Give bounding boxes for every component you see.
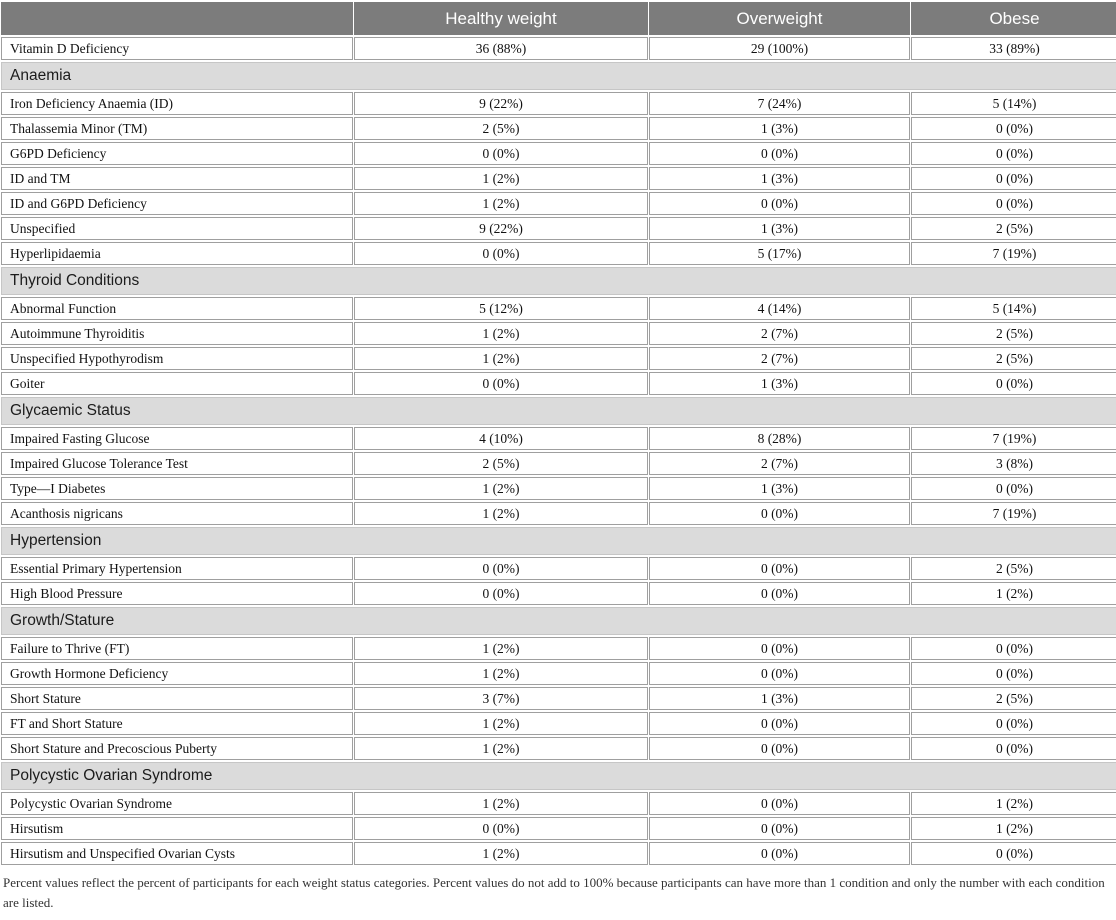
- value-cell: 2 (5%): [354, 452, 648, 475]
- condition-label: Hirsutism and Unspecified Ovarian Cysts: [1, 842, 353, 865]
- table-row: [1, 242, 1116, 265]
- value-cell: 0 (0%): [649, 662, 910, 685]
- table-row: [1, 92, 1116, 115]
- section-row: [1, 607, 1116, 635]
- value-cell: 0 (0%): [911, 737, 1116, 760]
- value-cell: 0 (0%): [354, 582, 648, 605]
- value-cell: 2 (5%): [911, 557, 1116, 580]
- value-cell: 0 (0%): [911, 372, 1116, 395]
- table-row: [1, 322, 1116, 345]
- condition-label: ID and G6PD Deficiency: [1, 192, 353, 215]
- section-label: Hypertension: [1, 527, 1116, 555]
- condition-label: ID and TM: [1, 167, 353, 190]
- table-row: [1, 192, 1116, 215]
- value-cell: 0 (0%): [649, 582, 910, 605]
- value-cell: 2 (5%): [354, 117, 648, 140]
- value-cell: 5 (14%): [911, 92, 1116, 115]
- value-cell: 2 (5%): [911, 217, 1116, 240]
- value-cell: 0 (0%): [649, 737, 910, 760]
- value-cell: 1 (2%): [354, 322, 648, 345]
- condition-label: Short Stature: [1, 687, 353, 710]
- condition-label: Vitamin D Deficiency: [1, 37, 353, 60]
- table-row: [1, 217, 1116, 240]
- value-cell: 1 (2%): [354, 637, 648, 660]
- value-cell: 0 (0%): [911, 712, 1116, 735]
- value-cell: 1 (2%): [911, 817, 1116, 840]
- value-cell: 0 (0%): [649, 637, 910, 660]
- value-cell: 2 (5%): [911, 687, 1116, 710]
- value-cell: 1 (2%): [354, 347, 648, 370]
- value-cell: 29 (100%): [649, 37, 910, 60]
- table-row: [1, 637, 1116, 660]
- value-cell: 0 (0%): [911, 662, 1116, 685]
- value-cell: 0 (0%): [649, 842, 910, 865]
- value-cell: 1 (2%): [354, 662, 648, 685]
- value-cell: 0 (0%): [911, 842, 1116, 865]
- value-cell: 0 (0%): [911, 637, 1116, 660]
- value-cell: 9 (22%): [354, 92, 648, 115]
- section-row: [1, 527, 1116, 555]
- value-cell: 7 (24%): [649, 92, 910, 115]
- table-row: [1, 687, 1116, 710]
- value-cell: 33 (89%): [911, 37, 1116, 60]
- value-cell: 1 (3%): [649, 372, 910, 395]
- corner-header-cell: [1, 2, 353, 35]
- table-row: [1, 502, 1116, 525]
- condition-label: Impaired Glucose Tolerance Test: [1, 452, 353, 475]
- section-label: Glycaemic Status: [1, 397, 1116, 425]
- value-cell: 1 (2%): [911, 582, 1116, 605]
- value-cell: 1 (2%): [354, 502, 648, 525]
- table-row: [1, 712, 1116, 735]
- value-cell: 4 (10%): [354, 427, 648, 450]
- value-cell: 1 (3%): [649, 167, 910, 190]
- value-cell: 0 (0%): [354, 372, 648, 395]
- section-row: [1, 267, 1116, 295]
- table-row: [1, 452, 1116, 475]
- table-row: [1, 557, 1116, 580]
- value-cell: 0 (0%): [354, 242, 648, 265]
- value-cell: 1 (2%): [354, 477, 648, 500]
- section-label: Polycystic Ovarian Syndrome: [1, 762, 1116, 790]
- table-row: [1, 117, 1116, 140]
- value-cell: 3 (7%): [354, 687, 648, 710]
- value-cell: 7 (19%): [911, 502, 1116, 525]
- condition-label: Failure to Thrive (FT): [1, 637, 353, 660]
- table-footnote: Percent values reflect the percent of participants for each weight status categories. Percent values do not add to 100% because participants can have more than 1 condition and only the number with each condition are listed.: [3, 875, 1105, 910]
- table-row: [1, 842, 1116, 865]
- section-label: Thyroid Conditions: [1, 267, 1116, 295]
- value-cell: 4 (14%): [649, 297, 910, 320]
- value-cell: 5 (12%): [354, 297, 648, 320]
- table-row: [1, 427, 1116, 450]
- value-cell: 1 (3%): [649, 217, 910, 240]
- value-cell: 0 (0%): [911, 167, 1116, 190]
- value-cell: 0 (0%): [354, 557, 648, 580]
- column-header: Overweight: [649, 2, 910, 35]
- value-cell: 1 (2%): [354, 842, 648, 865]
- condition-label: Unspecified: [1, 217, 353, 240]
- condition-label: Unspecified Hypothyrodism: [1, 347, 353, 370]
- section-row: [1, 397, 1116, 425]
- value-cell: 2 (5%): [911, 322, 1116, 345]
- value-cell: 0 (0%): [649, 712, 910, 735]
- column-header: Healthy weight: [354, 2, 648, 35]
- value-cell: 1 (2%): [354, 737, 648, 760]
- condition-label: Hirsutism: [1, 817, 353, 840]
- value-cell: 1 (3%): [649, 117, 910, 140]
- value-cell: 1 (3%): [649, 687, 910, 710]
- section-row: [1, 62, 1116, 90]
- value-cell: 7 (19%): [911, 242, 1116, 265]
- value-cell: 5 (14%): [911, 297, 1116, 320]
- value-cell: 2 (7%): [649, 322, 910, 345]
- condition-label: Abnormal Function: [1, 297, 353, 320]
- value-cell: 7 (19%): [911, 427, 1116, 450]
- condition-label: Iron Deficiency Anaemia (ID): [1, 92, 353, 115]
- value-cell: 0 (0%): [911, 142, 1116, 165]
- table-row: [1, 372, 1116, 395]
- value-cell: 0 (0%): [911, 117, 1116, 140]
- value-cell: 1 (3%): [649, 477, 910, 500]
- value-cell: 0 (0%): [649, 817, 910, 840]
- table-row: [1, 737, 1116, 760]
- condition-label: Impaired Fasting Glucose: [1, 427, 353, 450]
- value-cell: 2 (7%): [649, 452, 910, 475]
- value-cell: 8 (28%): [649, 427, 910, 450]
- value-cell: 1 (2%): [911, 792, 1116, 815]
- section-label: Anaemia: [1, 62, 1116, 90]
- table-row: [1, 142, 1116, 165]
- condition-label: Thalassemia Minor (TM): [1, 117, 353, 140]
- value-cell: 0 (0%): [911, 477, 1116, 500]
- value-cell: 5 (17%): [649, 242, 910, 265]
- table-row: [1, 347, 1116, 370]
- condition-label: Growth Hormone Deficiency: [1, 662, 353, 685]
- value-cell: 2 (5%): [911, 347, 1116, 370]
- value-cell: 0 (0%): [649, 792, 910, 815]
- condition-label: Type—I Diabetes: [1, 477, 353, 500]
- condition-label: G6PD Deficiency: [1, 142, 353, 165]
- value-cell: 2 (7%): [649, 347, 910, 370]
- value-cell: 0 (0%): [649, 142, 910, 165]
- section-row: [1, 762, 1116, 790]
- value-cell: 0 (0%): [911, 192, 1116, 215]
- condition-label: High Blood Pressure: [1, 582, 353, 605]
- table-row: [1, 297, 1116, 320]
- value-cell: 0 (0%): [649, 557, 910, 580]
- table-row: [1, 662, 1116, 685]
- table-row: [1, 817, 1116, 840]
- table-row: [1, 167, 1116, 190]
- column-header: Obese: [911, 2, 1116, 35]
- value-cell: 9 (22%): [354, 217, 648, 240]
- value-cell: 1 (2%): [354, 712, 648, 735]
- table-row: [1, 582, 1116, 605]
- section-label: Growth/Stature: [1, 607, 1116, 635]
- value-cell: 36 (88%): [354, 37, 648, 60]
- header-row: [1, 2, 1116, 35]
- condition-label: Essential Primary Hypertension: [1, 557, 353, 580]
- condition-label: Polycystic Ovarian Syndrome: [1, 792, 353, 815]
- value-cell: 0 (0%): [354, 817, 648, 840]
- condition-label: Acanthosis nigricans: [1, 502, 353, 525]
- value-cell: 0 (0%): [649, 502, 910, 525]
- condition-label: Short Stature and Precoscious Puberty: [1, 737, 353, 760]
- condition-label: Autoimmune Thyroiditis: [1, 322, 353, 345]
- value-cell: 1 (2%): [354, 192, 648, 215]
- value-cell: 1 (2%): [354, 792, 648, 815]
- value-cell: 0 (0%): [354, 142, 648, 165]
- condition-label: Goiter: [1, 372, 353, 395]
- condition-label: Hyperlipidaemia: [1, 242, 353, 265]
- table-row: [1, 37, 1116, 60]
- value-cell: 3 (8%): [911, 452, 1116, 475]
- condition-label: FT and Short Stature: [1, 712, 353, 735]
- value-cell: 0 (0%): [649, 192, 910, 215]
- table-row: [1, 792, 1116, 815]
- table-row: [1, 477, 1116, 500]
- value-cell: 1 (2%): [354, 167, 648, 190]
